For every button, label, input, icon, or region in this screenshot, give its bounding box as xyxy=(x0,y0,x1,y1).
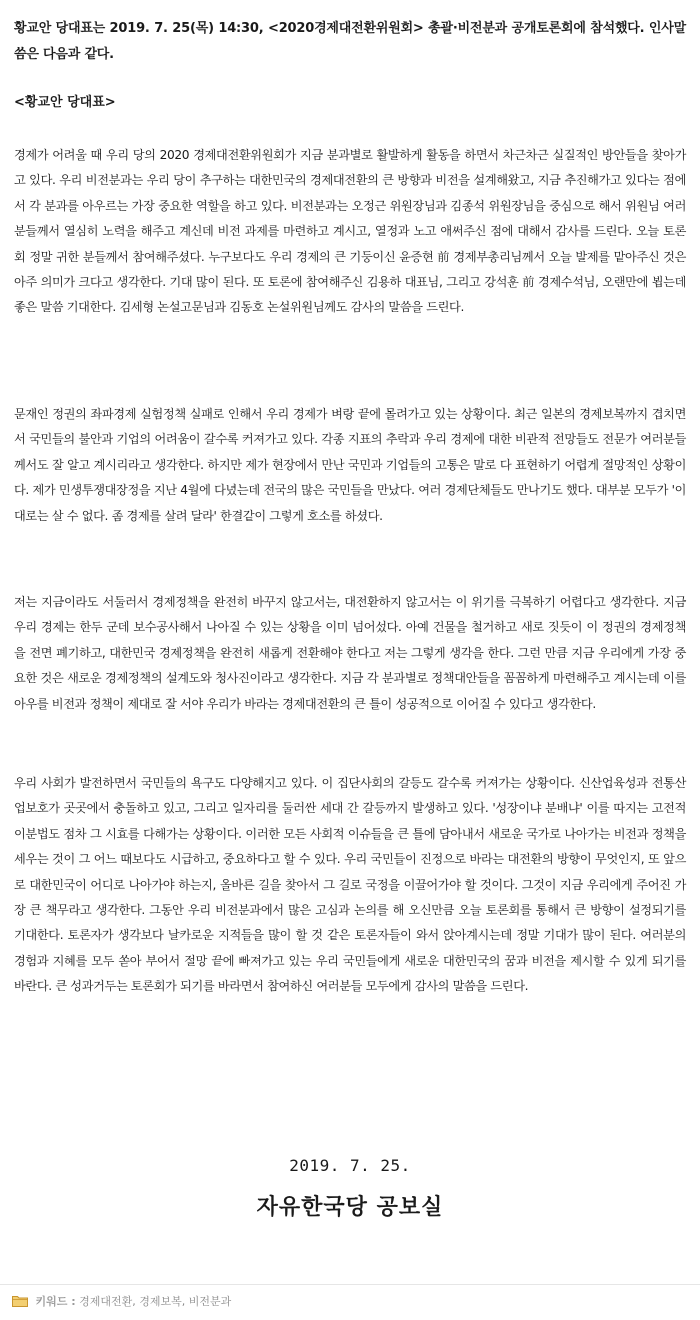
folder-icon xyxy=(12,1295,28,1307)
release-date: 2019. 7. 25. xyxy=(289,1156,411,1175)
keywords-label: 키워드 : xyxy=(35,1295,76,1308)
speaker-heading: <황교안 당대표> xyxy=(14,95,116,110)
intro-text: 황교안 당대표는 2019. 7. 25(목) 14:30, <2020경제대전환위원회> 총괄·비전분과 공개토론회에 참석했다. 인사말씀은 다음과 같다. xyxy=(14,21,686,62)
speech-paragraph: 우리 사회가 발전하면서 국민들의 욕구도 다양해지고 있다. 이 집단사회의 갈등도 갈수록 커져가는 상황이다. 신산업육성과 전통산업보호가 곳곳에서 충돌하고 있고, 그리고 일자리를 둘러싼 세대 간 갈등까지 발생하고 있다. '성장이냐 분배냐' 이를 따지는 고전적 이분법도 점차 그 시효를 다해가는 상황이다. 이러한 모든 사회적 이슈들을 큰 틀에 담아내서 새로운 국가로 나아가는 비전과 정책을 세우는 것이 그 어느 때보다도 시급하고, 중요하다고 할 수 있다. 우리 국민들이 진정으로 바라는 대전환의 방향이 무엇인지, 또 앞으로 대한민국이 어디로 나아가야 하는지, 올바른 길을 찾아서 그 길로 국정을 이끌어가야 할 것이다. 그것이 지금 우리에게 주어진 가장 큰 책무라고 생각한다. 그동안 우리 비전분과에서 많은 고심과 논의를 해 오신만큼 오늘 토론회를 통해서 큰 방향이 설정되기를 기대한다. 토론자가 생각보다 날카로운 지적들을 많이 할 것 같은 토론자들이 와서 앉아계시는데 정말 기대가 많이 된다. 여러분의 경험과 지혜를 모두 쏟아 부어서 절망 끝에 빠져가고 있는 우리 국민들에게 새로운 대한민국의 꿈과 비전을 제시할 수 있게 되기를 바란다. 큰 성과거두는 토론회가 되기를 바라면서 참여하신 여러분들 모두에게 감사의 말씀을 드린다. xyxy=(14,776,686,994)
speech-paragraph: 저는 지금이라도 서둘러서 경제정책을 완전히 바꾸지 않고서는, 대전환하지 않고서는 이 위기를 극복하기 어렵다고 생각한다. 지금 우리 경제는 한두 군데 보수공사해서 나아질 수 있는 상황을 이미 넘어섰다. 아예 건물을 철거하고 새로 짓듯이 이 정권의 경제정책을 전면 폐기하고, 대한민국 경제정책을 완전히 새롭게 전환해야 한다고 저는 그렇게 생각을 한다. 그런 만큼 지금 우리에게 가장 중요한 것은 새로운 경제정책의 설계도와 청사진이라고 생각한다. 지금 각 분과별로 정책대안들을 꼼꼼하게 마련해주고 계시는데 이를 아우를 비전과 정책이 제대로 잘 서야 우리가 바라는 경제대전환의 큰 틀이 성공적으로 이어질 수 있다고 생각한다. xyxy=(14,595,686,711)
issuing-office: 자유한국당 공보실 xyxy=(256,1195,444,1220)
keywords-list[interactable]: 경제대전환, 경제보복, 비전분과 xyxy=(79,1295,232,1308)
keywords-bar xyxy=(12,1294,231,1310)
speech-paragraph: 문재인 정권의 좌파경제 실험정책 실패로 인해서 우리 경제가 벼랑 끝에 몰려가고 있는 상황이다. 최근 일본의 경제보복까지 겹치면서 국민들의 불안과 기업의 어려움이 갈수록 커져가고 있다. 각종 지표의 추락과 우리 경제에 대한 비관적 전망들도 전문가 여러분들께서도 잘 알고 계시리라고 생각한다. 하지만 제가 현장에서 만난 국민과 기업들의 고통은 말로 다 표현하기 어렵게 절망적인 상황이다. 제가 민생투쟁대장정을 지난 4월에 다녔는데 전국의 많은 국민들을 만났다. 여러 경제단체들도 만나기도 했다. 대부분 모두가 '이대로는 살 수 없다. 좀 경제를 살려 달라' 한결같이 그렇게 호소를 하셨다. xyxy=(14,407,686,523)
speech-paragraph: 경제가 어려울 때 우리 당의 2020 경제대전환위원회가 지금 분과별로 활발하게 활동을 하면서 차근차근 실질적인 방안들을 찾아가고 있다. 우리 비전분과는 우리 당이 추구하는 대한민국의 경제대전환의 큰 방향과 비전을 설계해왔고, 지금 추진해가고 있다는 점에서 각 분과를 아우르는 가장 중요한 역할을 하고 있다. 비전분과는 오정근 위원장님과 김종석 위원장님을 중심으로 해서 위원님 여러분들께서 열심히 노력을 해주고 계신데 비전 과제를 마련하고 계시고, 열정과 노고 애써주신 점에 대해서 감사를 드린다. 오늘 토론회 정말 귀한 분들께서 참여해주셨다. 누구보다도 우리 경제의 큰 기둥이신 윤증현 前 경제부총리님께서 오늘 발제를 맡아주신 것은 아주 의미가 크다고 생각한다. 기대 많이 된다. 또 토론에 참여해주신 김용하 대표님, 그리고 강석훈 前 경제수석님, 오랜만에 뵙는데 좋은 말씀 기대한다. 김세형 논설고문님과 김동호 논설위원님께도 감사의 말씀을 드린다. xyxy=(14,148,686,315)
footer-divider xyxy=(0,1284,700,1285)
